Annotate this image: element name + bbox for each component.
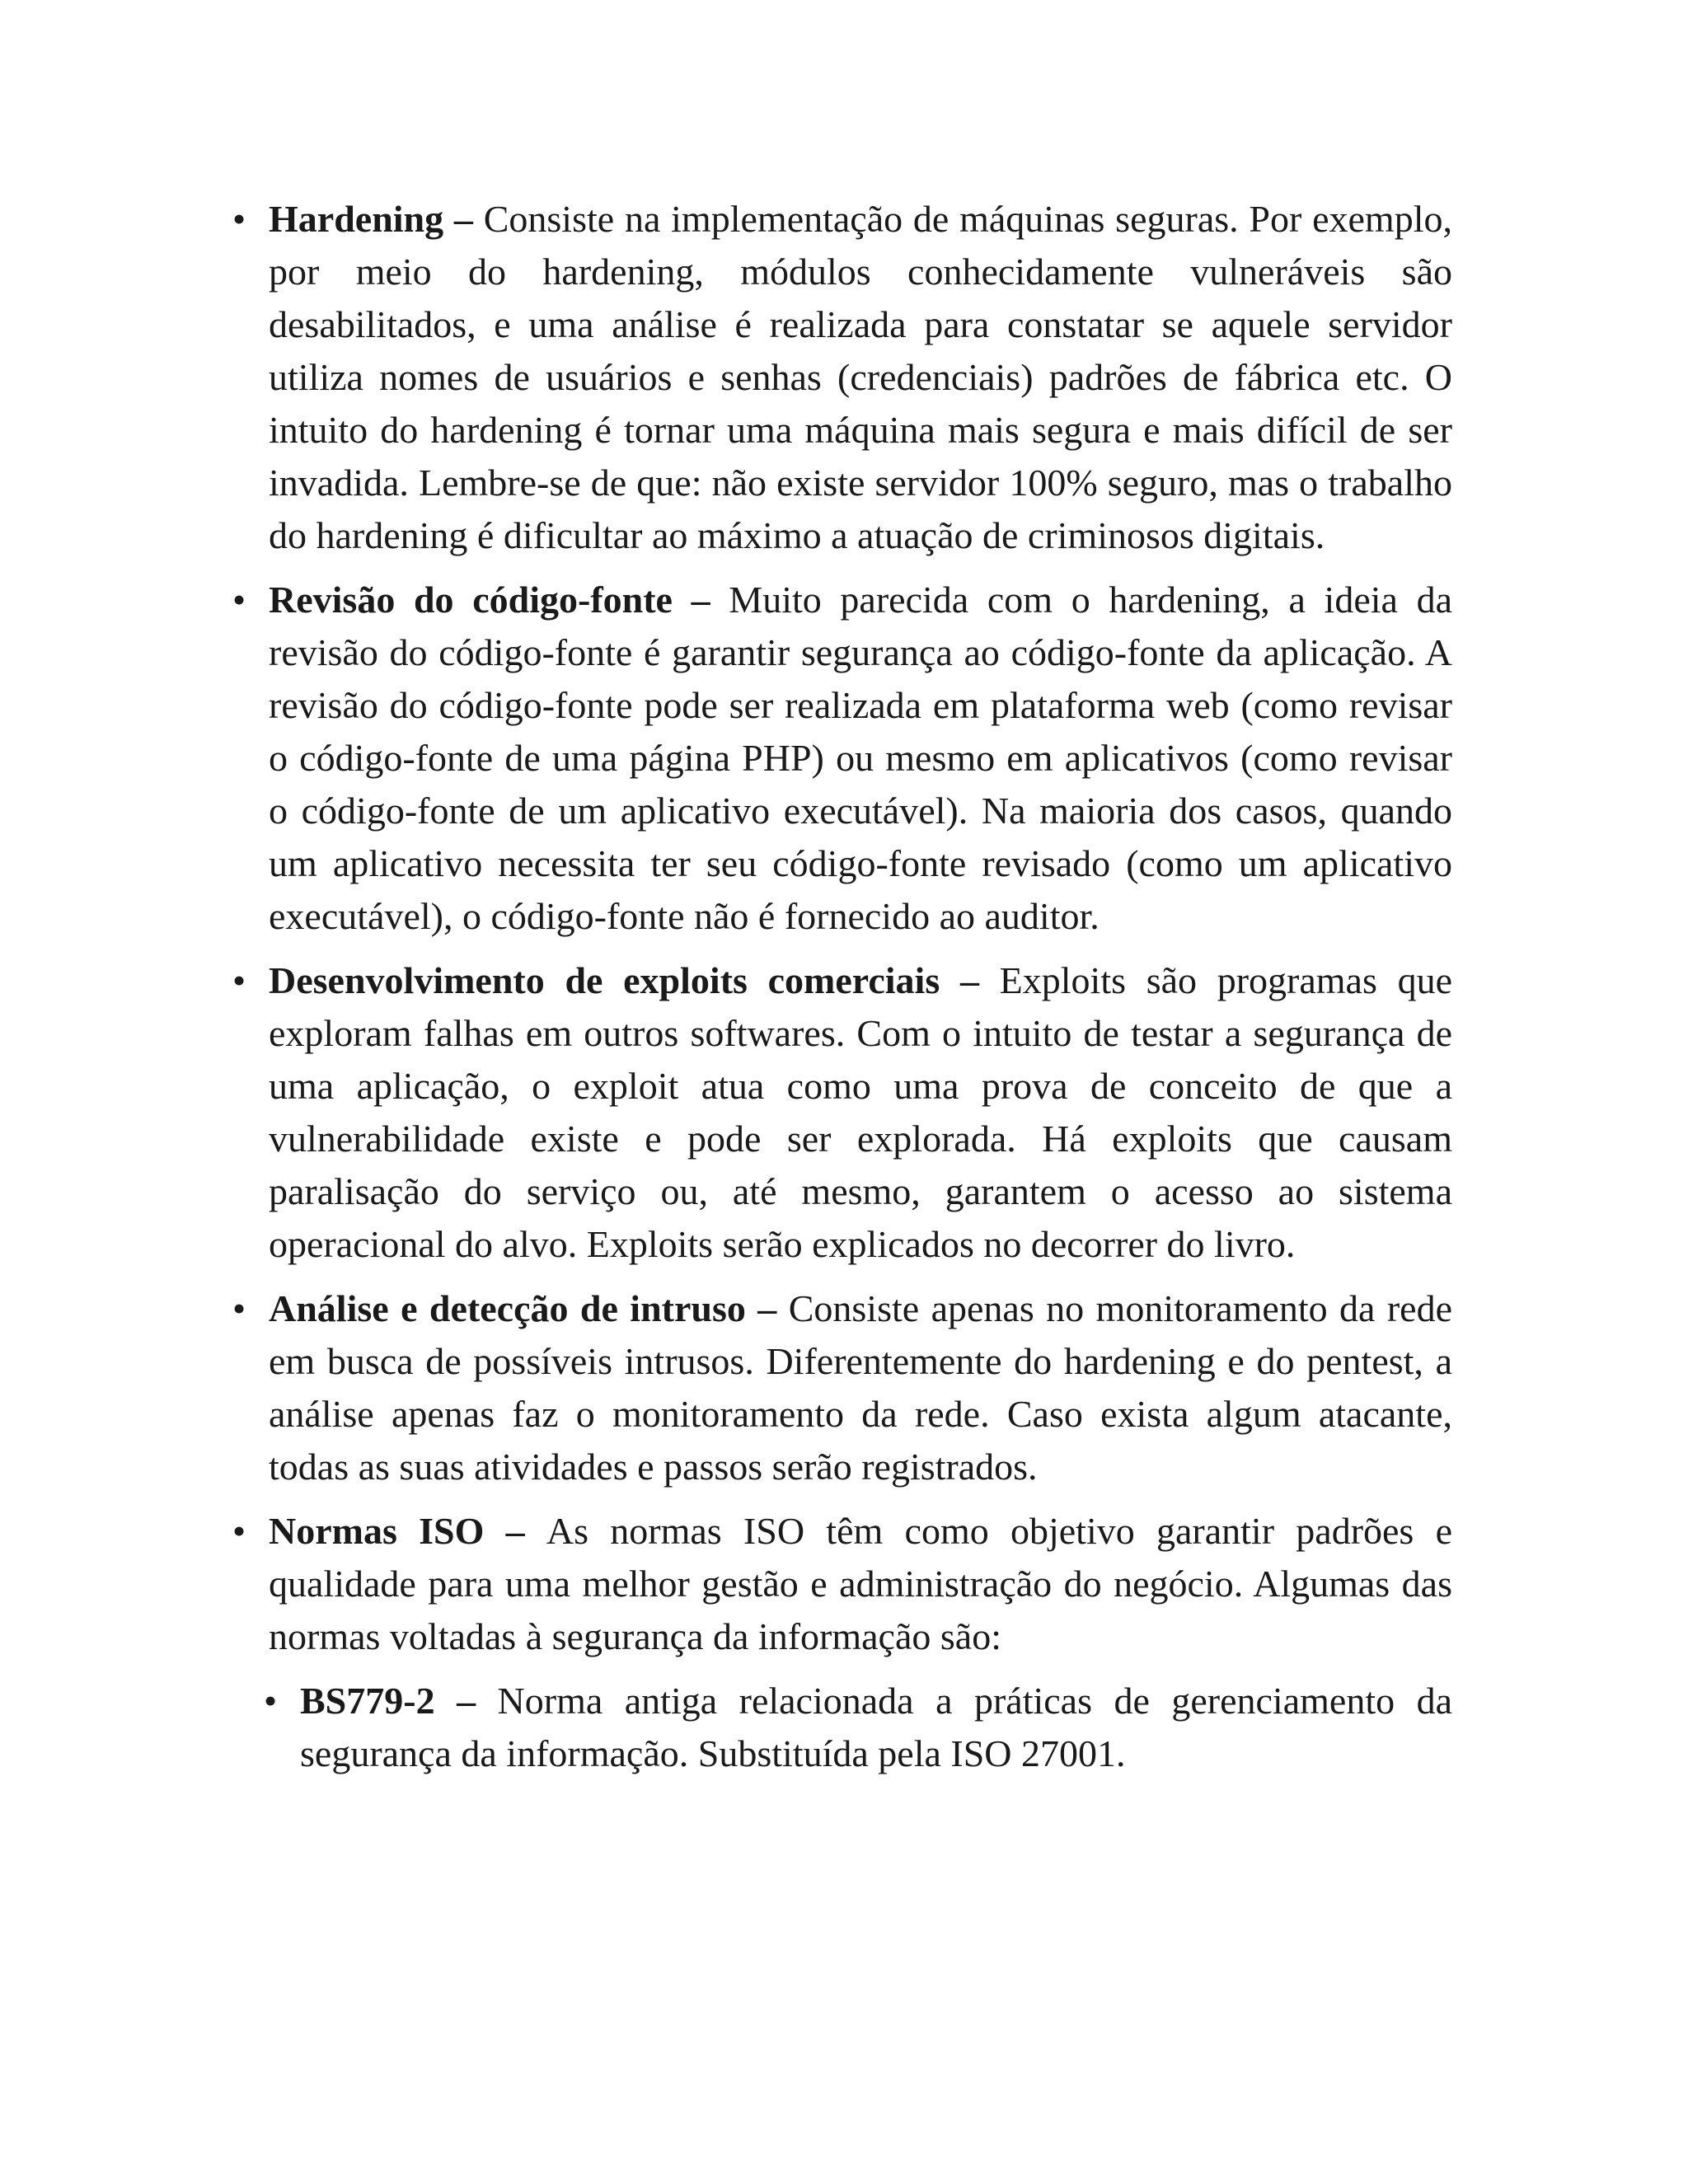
term-heading: BS779-2 – (300, 1680, 498, 1722)
bullet: • (232, 1287, 246, 1329)
paragraph-text: Muito parecida com o hardening, a ideia da revisão do código-fonte é garantir segurança ao código-fonte da aplicação. A revisão do código-fonte pode ser realizada em plataforma web (como revisar o código-fonte de uma página PHP) ou mesmo em aplicativos (como revisar o código-fonte de um aplicativo executável). Na maioria dos casos, quando um aplicativo necessita ter seu código-fonte revisado (como um aplicativo executável), o código-fonte não é fornecido ao auditor. (269, 579, 1453, 937)
bullet: • (232, 198, 246, 240)
term-heading: Análise e detecção de intruso – (269, 1287, 789, 1329)
list-item-code-review (231, 574, 1452, 943)
paragraph-text: As normas ISO têm como objetivo garantir padrões e qualidade para uma melhor gestão e administração do negócio. Algumas das normas voltadas à segurança da informação são: (269, 1510, 1453, 1657)
term-heading: Revisão do código-fonte – (269, 579, 729, 621)
term-heading: Hardening – (269, 198, 484, 240)
term-heading: Desenvolvimento de exploits comerciais – (269, 959, 1000, 1001)
sublist-item-bs779-2 (262, 1675, 1452, 1780)
document-body (231, 193, 1452, 1792)
bullet: • (232, 579, 246, 621)
term-heading: Normas ISO – (269, 1510, 546, 1552)
bullet: • (264, 1680, 278, 1722)
bullet: • (232, 959, 246, 1001)
paragraph-text: Norma antiga relacionada a práticas de gerenciamento da segurança da informação. Substituída pela ISO 27001. (300, 1680, 1452, 1774)
list-item-hardening (231, 193, 1452, 562)
paragraph-text: Consiste apenas no monitoramento da rede em busca de possíveis intrusos. Diferentemente do hardening e do pentest, a análise apenas faz o monitoramento da rede. Caso exista algum atacante, todas as suas atividades e passos serão registrados. (269, 1287, 1452, 1488)
list-item-iso-standards (231, 1505, 1452, 1663)
paragraph-text: Consiste na implementação de máquinas seguras. Por exemplo, por meio do hardening, módulos conhecidamente vulneráveis são desabilitados, e uma análise é realizada para constatar se aquele servidor utiliza nomes de usuários e senhas (credenciais) padrões de fábrica etc. O intuito do hardening é tornar uma máquina mais segura e mais difícil de ser invadida. Lembre-se de que: não existe servidor 100% seguro, mas o trabalho do hardening é dificultar ao máximo a atuação de criminosos digitais. (269, 198, 1452, 556)
paragraph-text: Exploits são programas que exploram falhas em outros softwares. Com o intuito de testar a segurança de uma aplicação, o exploit atua como uma prova de conceito de que a vulnerabilidade existe e pode ser explorada. Há exploits que causam paralisação do serviço ou, até mesmo, garantem o acesso ao sistema operacional do alvo. Exploits serão explicados no decorrer do livro. (269, 959, 1452, 1265)
list-item-intrusion-detection (231, 1282, 1452, 1493)
list-item-exploits (231, 954, 1452, 1271)
bullet: • (232, 1510, 246, 1552)
